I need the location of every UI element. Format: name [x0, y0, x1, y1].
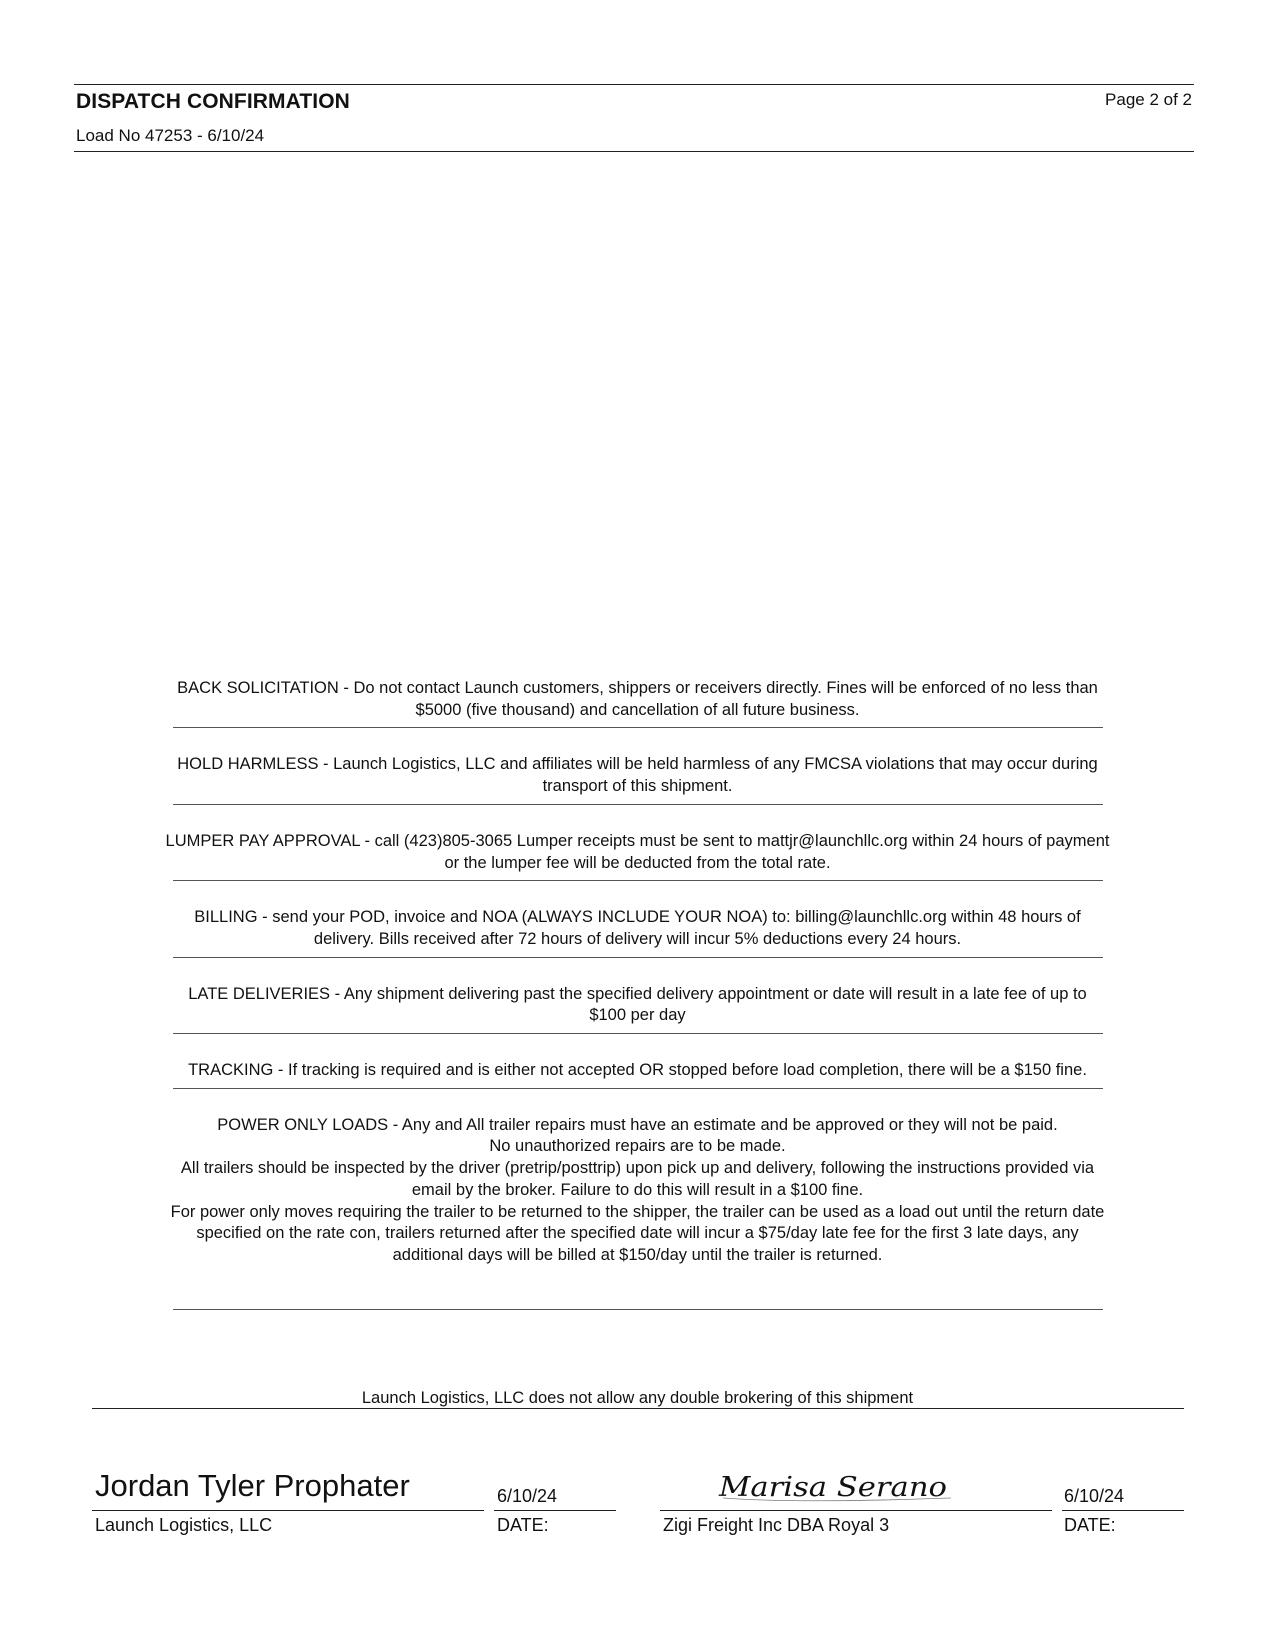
term-hold-harmless: [90, 754, 1185, 797]
term-line: email by the broker. Failure to do this will result in a $100 fine.: [411, 1180, 864, 1199]
term-line: specified on the rate con, trailers returned after the specified date will incur a $75/day late fee for the first 3 late days, any: [196, 1224, 1079, 1243]
term-billing: [90, 907, 1185, 950]
broker-signer-name: Jordan Tyler Prophater: [95, 1468, 410, 1503]
carrier-date-label: DATE:: [1064, 1515, 1116, 1535]
double-brokering-statement: Launch Logistics, LLC does not allow any double brokering of this shipment: [361, 1389, 914, 1407]
term-power-only-loads: [90, 1115, 1185, 1267]
term-line: BILLING - send your POD, invoice and NOA (ALWAYS INCLUDE YOUR NOA) to: billing@launchllc.org within 48 hours of: [194, 908, 1081, 927]
carrier-date-line: [1062, 1510, 1184, 1511]
carrier-date-value: 6/10/24: [1064, 1486, 1125, 1506]
broker-date-value: 6/10/24: [497, 1486, 558, 1506]
header-bottom-rule: [74, 151, 1194, 152]
term-line: HOLD HARMLESS - Launch Logistics, LLC and affiliates will be held harmless of any FMCSA violations that may occur during: [177, 755, 1098, 774]
term-back-solicitation: [90, 678, 1185, 721]
separator-line: [173, 1033, 1103, 1034]
term-line: TRACKING - If tracking is required and is either not accepted OR stopped before load completion, there will be a $150 fine.: [188, 1061, 1087, 1080]
load-number-line: Load No 47253 - 6/10/24: [76, 126, 265, 145]
term-line: $5000 (five thousand) and cancellation of all future business.: [415, 700, 860, 719]
broker-signature-line: [92, 1510, 484, 1511]
separator-line: [173, 880, 1103, 881]
separator-line: [173, 957, 1103, 958]
page-number: Page 2 of 2: [1105, 90, 1192, 109]
carrier-company: Zigi Freight Inc DBA Royal 3: [663, 1515, 890, 1535]
term-line: additional days will be billed at $150/day until the trailer is returned.: [392, 1245, 883, 1264]
broker-date-label: DATE:: [497, 1515, 549, 1535]
term-line: LUMPER PAY APPROVAL - call (423)805-3065 Lumper receipts must be sent to mattjr@launchllc.org within 24 hours of payment: [165, 831, 1110, 850]
term-line: No unauthorized repairs are to be made.: [489, 1137, 786, 1156]
term-line: $100 per day: [589, 1006, 686, 1025]
term-line: transport of this shipment.: [542, 777, 733, 796]
broker-company: Launch Logistics, LLC: [95, 1515, 273, 1535]
term-line: LATE DELIVERIES - Any shipment delivering past the specified delivery appointment or date will result in a late fee of up to: [188, 984, 1087, 1003]
term-line: delivery. Bills received after 72 hours of delivery will incur 5% deductions every 24 hours.: [313, 929, 962, 948]
separator-line: [173, 1309, 1103, 1310]
closing-rule: [92, 1408, 1184, 1409]
term-line: For power only moves requiring the trailer to be returned to the shipper, the trailer can be used as a load out until the return date: [170, 1202, 1105, 1221]
term-line: POWER ONLY LOADS - Any and All trailer repairs must have an estimate and be approved or they will not be paid.: [217, 1115, 1058, 1134]
broker-date-line: [494, 1510, 616, 1511]
separator-line: [173, 1088, 1103, 1089]
terms-section: [90, 678, 1185, 1336]
carrier-signature-line: [660, 1510, 1052, 1511]
carrier-signature: [715, 1462, 975, 1508]
term-late-deliveries: [90, 984, 1185, 1027]
term-line: All trailers should be inspected by the driver (pretrip/posttrip) upon pick up and delivery, following the instructions provided via: [180, 1159, 1095, 1178]
document-title: DISPATCH CONFIRMATION: [76, 90, 350, 113]
carrier-signature-graphic: [715, 1462, 975, 1508]
term-line: or the lumper fee will be deducted from the total rate.: [444, 853, 831, 872]
separator-line: [173, 804, 1103, 805]
term-tracking: [90, 1060, 1185, 1082]
header-top-rule: [74, 84, 1194, 85]
separator-line: [173, 727, 1103, 728]
term-line: BACK SOLICITATION - Do not contact Launch customers, shippers or receivers directly. Fines will be enforced of no less than: [177, 679, 1098, 697]
svg-text:Marisa Serano: Marisa Serano: [717, 1472, 947, 1503]
term-lumper-pay: [90, 831, 1185, 874]
